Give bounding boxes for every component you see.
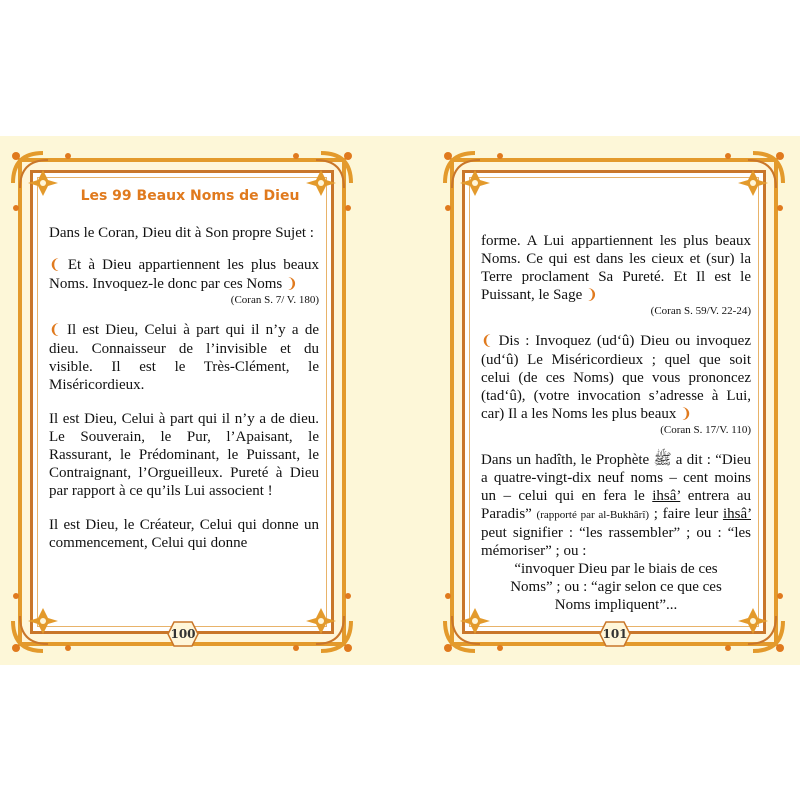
quote-reference: (Coran S. 7/ V. 180) — [230, 294, 319, 306]
page-title: Les 99 Beaux Noms de Dieu — [80, 188, 300, 204]
book-spread — [0, 136, 800, 665]
intro-paragraph: Dans le Coran, Dieu dit à Son propre Sujet : — [49, 225, 314, 241]
hadith-text: entrera au Paradis” — [481, 488, 752, 522]
quote-close-icon: ❩ — [286, 277, 298, 292]
corner-ornament-icon — [718, 148, 788, 218]
body-paragraph — [481, 232, 751, 318]
quote-text: Il est Dieu, Celui à part qui il n’y a de dieu. Connaisseur de l’invisible et du visible. Il est le Très-Clément, le Miséricordieux. — [49, 322, 319, 393]
right-page-text — [481, 232, 751, 614]
hadith-text: peut signifier : “les rassembler” ; ou : “les mémoriser” ; ou : — [481, 525, 751, 559]
quote-open-icon: ❨ — [481, 334, 493, 349]
body-paragraph: Il est Dieu, le Créateur, Celui qui donne un commencement, Celui qui donne — [49, 517, 319, 551]
quote-text: Et à Dieu appartiennent les plus beaux Noms. Invoquez-le donc par ces Noms — [49, 257, 320, 292]
quote-paragraph — [481, 332, 751, 437]
page-number — [598, 620, 632, 648]
hadith-text: Dans un hadîth, le Prophète ﷺ a dit : “Dieu a quatre-vingt-dix neuf noms – cent moins un – celui qui en fera le — [481, 452, 752, 504]
quote-reference: (Coran S. 17/V. 110) — [660, 424, 751, 436]
left-page — [8, 148, 356, 656]
right-page — [440, 148, 788, 656]
quote-open-icon: ❨ — [49, 323, 61, 338]
corner-ornament-icon — [286, 586, 356, 656]
quote-reference: (Coran S. 59/V. 22-24) — [650, 305, 751, 317]
hadith-term: ihsâ’ — [652, 488, 681, 504]
corner-ornament-icon — [8, 148, 78, 218]
left-page-text — [49, 224, 319, 552]
page-number-text: 101 — [602, 627, 628, 641]
page-number-text: 100 — [170, 627, 196, 641]
quote-close-icon: ❩ — [586, 288, 598, 303]
body-paragraph: Il est Dieu, Celui à part qui il n’y a de dieu. Le Souverain, le Pur, l’Apaisant, le Rassurant, le Prédominant, le Puissant, le Contraignant, l’Orgueilleux. Pureté à Dieu par rapport à ce qu’ils Lui associent ! — [49, 411, 319, 499]
quote-paragraph — [49, 321, 319, 394]
quote-open-icon: ❨ — [49, 258, 61, 273]
paragraph-text: forme. A Lui appartiennent les plus beaux Noms. Ce qui est dans les cieux et (sur) la Terre proclament Sa Pureté. Et Il est le Puissant, le Sage — [481, 233, 751, 303]
hadith-source: (rapporté par al-Bukhârî) — [536, 509, 650, 521]
hadith-term: ihsâ’ — [722, 506, 751, 522]
hadith-text: ; faire leur — [649, 506, 723, 522]
hadith-ending: “invoquer Dieu par le biais de ces Noms” ; ou : “agir selon ce que ces Noms impliquent”... — [510, 561, 722, 613]
hadith-paragraph — [481, 451, 751, 560]
page-number — [166, 620, 200, 648]
quote-close-icon: ❩ — [680, 407, 692, 422]
corner-ornament-icon — [440, 148, 510, 218]
quote-text: Dis : Invoquez (ud‘û) Dieu ou invoquez (ud‘û) Le Miséricordieux ; quel que soit celui (de ces Noms) que vous prononcez (tad‘û), (votre invocation s’adresse à Lui, car) Il a les Noms les plus beaux — [481, 333, 752, 422]
corner-ornament-icon — [286, 148, 356, 218]
quote-paragraph — [49, 256, 319, 307]
corner-ornament-icon — [8, 586, 78, 656]
